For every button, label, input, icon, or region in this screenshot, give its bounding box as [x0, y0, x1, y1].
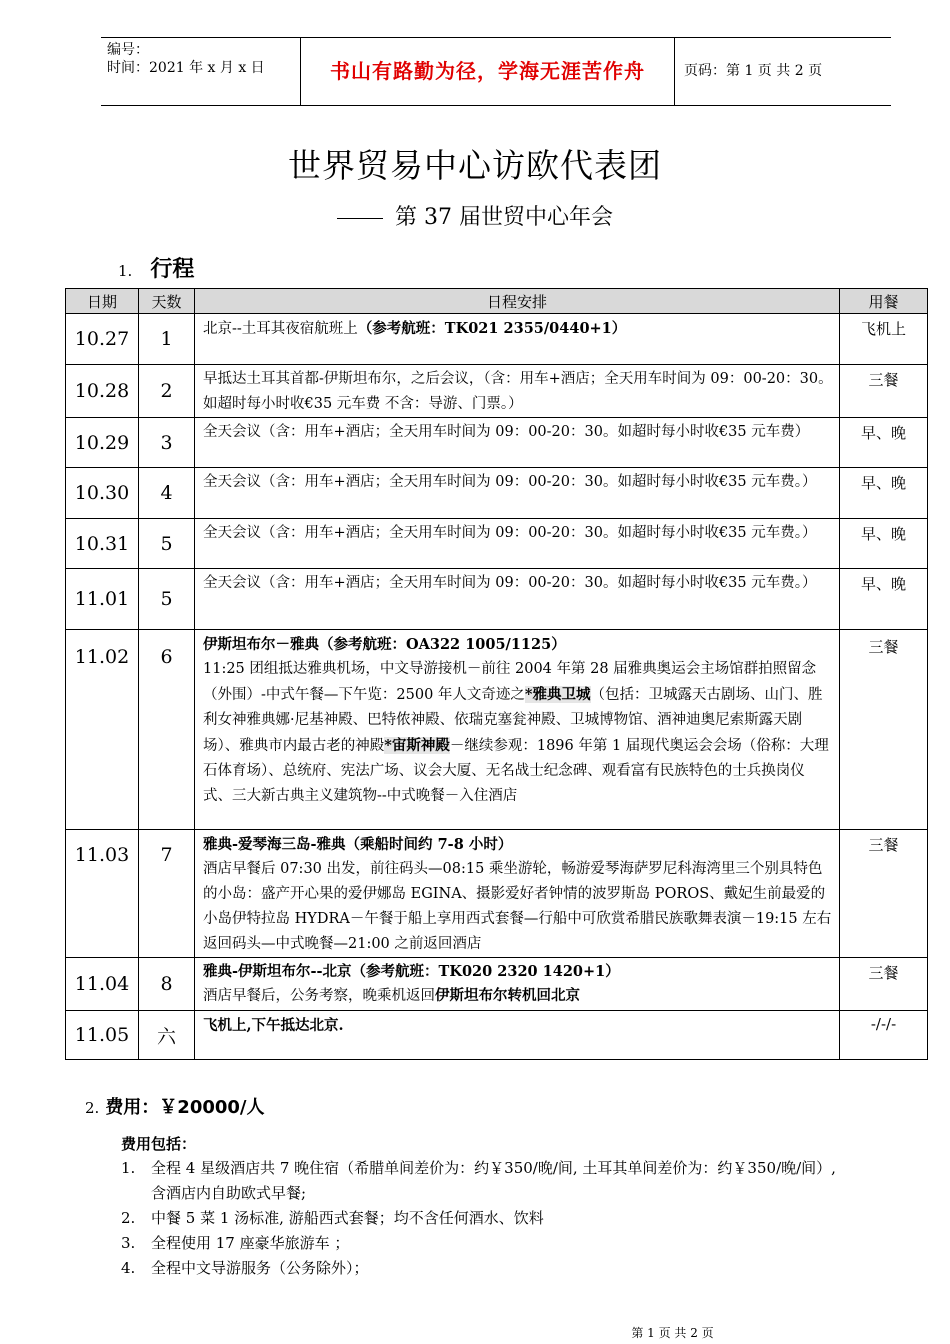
table-row — [66, 569, 928, 630]
row-day: 5 — [139, 569, 195, 630]
row-meal: 三餐 — [840, 630, 928, 830]
list-item — [121, 1156, 841, 1206]
schedule-heading: 伊斯坦布尔－雅典（参考航班：OA322 1005/1125） — [203, 636, 566, 653]
table-row — [66, 830, 928, 958]
row-schedule — [195, 314, 840, 365]
schedule-text: （包括：卫城露天古剧场、山门、胜利女神雅典娜·尼基神殿、巴特侬神殿、依瑞克塞瓮神殿、卫城博物馆、酒神迪奥尼索斯露天剧场）、雅典市内最古老的神殿 — [203, 687, 823, 754]
header-meals: 用餐 — [840, 289, 928, 314]
row-day: 8 — [139, 958, 195, 1011]
row-day: 1 — [139, 314, 195, 365]
page-subtitle — [0, 200, 950, 231]
table-row — [66, 418, 928, 468]
table-row — [66, 630, 928, 830]
item-text: 全程 4 星级酒店共 7 晚住宿（希腊单间差价为：约￥350/晚/间, 土耳其单间差价为：约￥350/晚/间）,含酒店内自助欧式早餐; — [151, 1159, 836, 1202]
table-row — [66, 519, 928, 569]
header-date: 日期 — [66, 289, 139, 314]
row-schedule — [195, 958, 840, 1011]
schedule-bold: 飞机上,下午抵达北京. — [203, 1017, 344, 1034]
row-day: 6 — [139, 630, 195, 830]
schedule-text: 北京--土耳其夜宿航班上 — [203, 321, 358, 337]
section-cost-heading — [85, 1093, 265, 1119]
item-text: 全程使用 17 座豪华旅游车 ； — [151, 1234, 350, 1252]
row-schedule — [195, 630, 840, 830]
row-meal: 早、晚 — [840, 519, 928, 569]
header-days: 天数 — [139, 289, 195, 314]
row-schedule: 早抵达土耳其首都-伊斯坦布尔，之后会议，（含：用车+酒店；全天用车时间为 09：00-20：30。如超时每小时收€35 元车费 不含：导游、门票。） — [195, 365, 840, 418]
header-schedule: 日程安排 — [195, 289, 840, 314]
row-date: 11.03 — [66, 830, 139, 958]
itinerary-table — [65, 288, 928, 1060]
row-day: 3 — [139, 418, 195, 468]
table-header-row — [66, 289, 928, 314]
row-day: 7 — [139, 830, 195, 958]
header-meta — [101, 38, 301, 105]
section-title: 行程 — [150, 257, 195, 282]
table-row — [66, 365, 928, 418]
schedule-bold: 伊斯坦布尔转机回北京 — [435, 987, 580, 1004]
subtitle-text: 第 37 届世贸中心年会 — [395, 205, 613, 230]
item-text: 中餐 5 菜 1 汤标准, 游船西式套餐；均不含任何酒水、饮料 — [151, 1209, 544, 1227]
includes-list — [121, 1156, 841, 1281]
row-date: 11.05 — [66, 1011, 139, 1060]
schedule-flight: （参考航班：TK021 2355/0440+1） — [357, 320, 627, 337]
row-date: 10.27 — [66, 314, 139, 365]
row-day: 六 — [139, 1011, 195, 1060]
row-meal: 早、晚 — [840, 418, 928, 468]
includes-label: 费用包括： — [121, 1135, 197, 1153]
row-schedule: 全天会议（含：用车+酒店；全天用车时间为 09：00-20：30。如超时每小时收€35 元车费。） — [195, 468, 840, 519]
schedule-text: 酒店早餐后 07:30 出发，前往码头—08:15 乘坐游轮，畅游爱琴海萨罗尼科海湾里三个别具特色的小岛：盛产开心果的爱伊娜岛 EGINA、摄影爱好者钟情的波罗斯岛 POROS、戴妃生前最爱的小岛伊特拉岛 HYDRA－午餐于船上享用西式套餐—行船中可欣赏希腊民族歌舞表演－19:15 左右返回码头—中式晚餐—21:00 之前返回酒店 — [203, 861, 832, 952]
row-day: 2 — [139, 365, 195, 418]
table-row — [66, 958, 928, 1011]
row-date: 10.28 — [66, 365, 139, 418]
row-day: 4 — [139, 468, 195, 519]
section-title: 费用：￥20000/人 — [105, 1097, 265, 1118]
row-day: 5 — [139, 519, 195, 569]
item-number: 3. — [121, 1234, 136, 1252]
row-date: 10.30 — [66, 468, 139, 519]
time-label: 时间：2021 年 x 月 x 日 — [107, 60, 265, 76]
row-meal: -/-/- — [840, 1011, 928, 1060]
section-number: 2. — [85, 1099, 100, 1117]
row-meal: 早、晚 — [840, 468, 928, 519]
table-row — [66, 1011, 928, 1060]
table-row — [66, 468, 928, 519]
header-page-info: 页码：第 1 页 共 2 页 — [684, 63, 823, 79]
subtitle-dash — [337, 218, 383, 219]
schedule-text: 11:25 团组抵达雅典机场，中文导游接机－前往 2004 年第 28 届雅典奥运会主场馆群拍照留念（外围）-中式午餐—下午览：2500 年人文奇迹之 — [203, 661, 817, 703]
highlight-acropolis: *雅典卫城 — [524, 686, 591, 703]
row-schedule: 全天会议（含：用车+酒店；全天用车时间为 09：00-20：30。如超时每小时收€35 元车费。） — [195, 519, 840, 569]
schedule-heading: 雅典-爱琴海三岛-雅典（乘船时间约 7-8 小时） — [203, 836, 513, 853]
document-header — [101, 37, 891, 106]
row-date: 11.02 — [66, 630, 139, 830]
table-row — [66, 314, 928, 365]
row-meal: 飞机上 — [840, 314, 928, 365]
list-item — [121, 1206, 841, 1231]
item-number: 1. — [121, 1159, 136, 1177]
highlight-zeus-temple: *宙斯神殿 — [384, 737, 450, 754]
schedule-text: 酒店早餐后，公务考察，晚乘机返回 — [203, 988, 435, 1004]
header-motto: 书山有路勤为径，学海无涯苦作舟 — [301, 38, 675, 105]
number-label: 编号： — [107, 42, 149, 58]
row-date: 11.04 — [66, 958, 139, 1011]
list-item — [121, 1231, 841, 1256]
item-text: 全程中文导游服务（公务除外）； — [151, 1259, 369, 1277]
row-schedule: 全天会议（含：用车+酒店；全天用车时间为 09：00-20：30。如超时每小时收€35 元车费） — [195, 418, 840, 468]
page-footer: 第 1 页 共 2 页 — [631, 1326, 714, 1340]
item-number: 2. — [121, 1209, 136, 1227]
section-itinerary-heading — [118, 252, 194, 283]
row-date: 11.01 — [66, 569, 139, 630]
row-date: 10.29 — [66, 418, 139, 468]
section-number: 1. — [118, 262, 133, 280]
row-meal: 三餐 — [840, 365, 928, 418]
row-date: 10.31 — [66, 519, 139, 569]
row-schedule — [195, 1011, 840, 1060]
schedule-text: －继续参观：1896 年第 1 届现代奥运会会场（俗称：大理石体育场）、总统府、宪法广场、议会大厦、无名战士纪念碑、观看富有民族特色的士兵换岗仪式、三大新古典主义建筑物--中式晚餐－入住酒店 — [203, 738, 829, 804]
item-number: 4. — [121, 1259, 136, 1277]
page-title: 世界贸易中心访欧代表团 — [288, 146, 662, 185]
list-item — [121, 1256, 841, 1281]
row-meal: 三餐 — [840, 958, 928, 1011]
row-meal: 早、晚 — [840, 569, 928, 630]
row-schedule — [195, 830, 840, 958]
row-schedule: 全天会议（含：用车+酒店；全天用车时间为 09：00-20：30。如超时每小时收€35 元车费。） — [195, 569, 840, 630]
row-meal: 三餐 — [840, 830, 928, 958]
schedule-heading: 雅典-伊斯坦布尔--北京（参考航班：TK020 2320 1420+1） — [203, 963, 620, 980]
